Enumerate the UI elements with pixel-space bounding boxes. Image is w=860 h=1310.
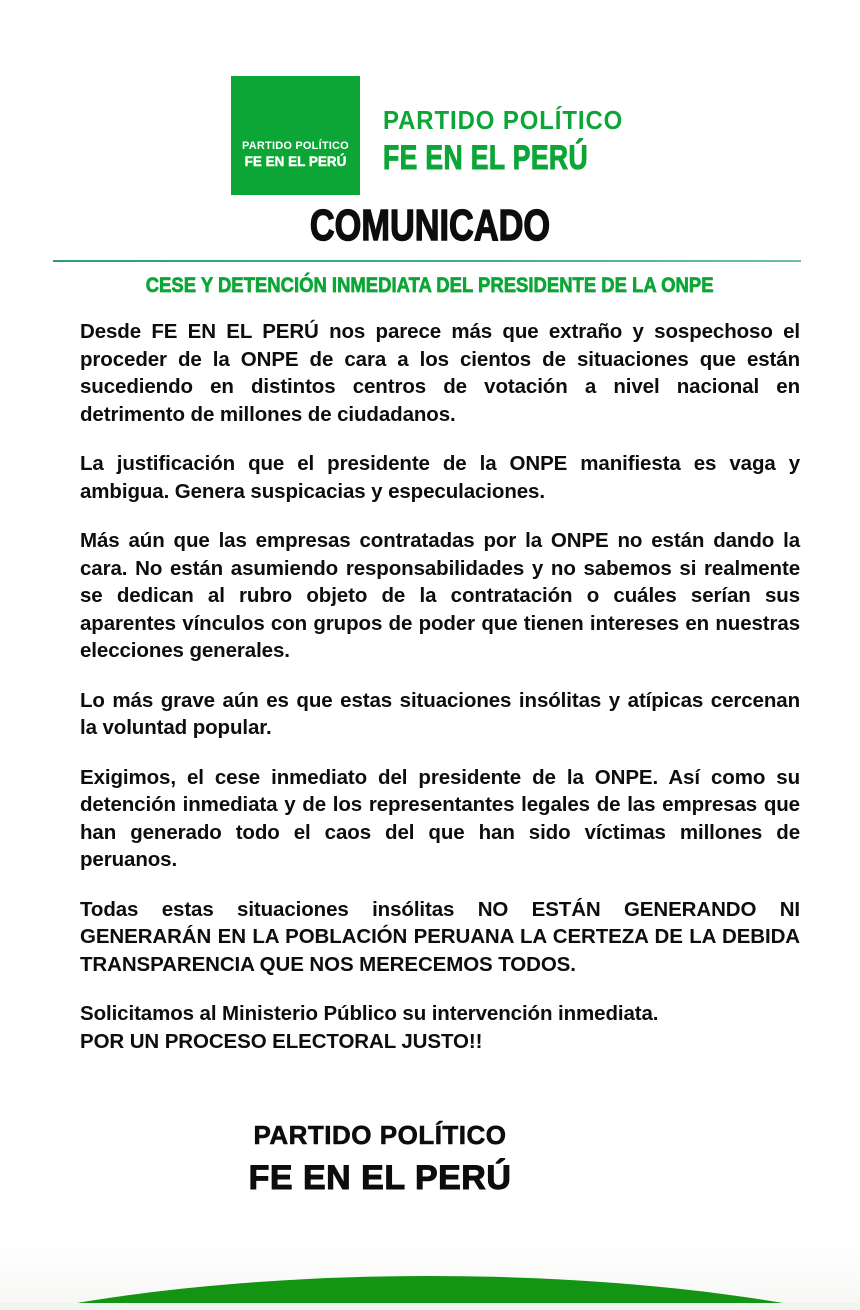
bottom-edge-strip <box>0 1303 860 1310</box>
footer-party-type: PARTIDO POLÍTICO <box>253 1120 507 1150</box>
paragraph-1: Desde FE EN EL PERÚ nos parece más que extraño y sospechoso el proceder de la ONPE de cara a los cientos de situaciones que están sucediendo en distintos centros de votación a nivel nacional en detrimento de millones de ciudadanos. <box>80 320 800 426</box>
paragraph-3: Más aún que las empresas contratadas por la ONPE no están dando la cara. No están asumiendo responsabilidades y no sabemos si realmente se dedican al rubro objeto de la contratación o cuáles serían sus aparentes vínculos con grupos de poder que tienen intereses en nuestras elecciones generales. <box>80 529 800 662</box>
logo-square-party-type: PARTIDO POLÍTICO <box>242 140 349 152</box>
paragraph-6: Todas estas situaciones insólitas NO ESTÁN GENERANDO NI GENERARÁN EN LA POBLACIÓN PERUANA LA CERTEZA DE LA DEBIDA TRANSPARENCIA QUE NOS MERECEMOS TODOS. <box>80 897 800 976</box>
communique-body <box>80 318 800 1055</box>
communique-subject-heading: CESE Y DETENCIÓN INMEDIATA DEL PRESIDENTE DE LA ONPE <box>146 274 714 297</box>
closing-line-1: Solicitamos al Ministerio Público su intervención inmediata. <box>80 1002 659 1025</box>
document-title: COMUNICADO <box>309 201 551 250</box>
title-row <box>0 201 860 251</box>
closing-statement <box>80 1000 800 1055</box>
party-wordmark <box>383 105 646 178</box>
closing-line-2: POR UN PROCESO ELECTORAL JUSTO!! <box>80 1029 483 1053</box>
divider-line <box>53 260 801 262</box>
wordmark-party-type: PARTIDO POLÍTICO <box>383 105 624 135</box>
paragraph-5: Exigimos, el cese inmediato del presidente de la ONPE. Así como su detención inmediata y de los representantes legales de las empresas que han generado todo el caos del que han sido víctimas millones de peruanos. <box>80 765 800 871</box>
party-logo-mark <box>231 76 360 195</box>
footer-party-name: FE EN EL PERÚ <box>248 1159 512 1197</box>
footer-signature <box>0 1120 810 1198</box>
heading-row <box>0 274 860 298</box>
paragraph-2: La justificación que el presidente de la ONPE manifiesta es vaga y ambigua. Genera suspicacias y especulaciones. <box>80 452 800 503</box>
wordmark-party-name: FE EN EL PERÚ <box>383 139 588 177</box>
logo-square-party-name: FE EN EL PERÚ <box>244 154 347 169</box>
paragraph-4: Lo más grave aún es que estas situaciones insólitas y atípicas cercenan la voluntad popular. <box>80 688 800 739</box>
